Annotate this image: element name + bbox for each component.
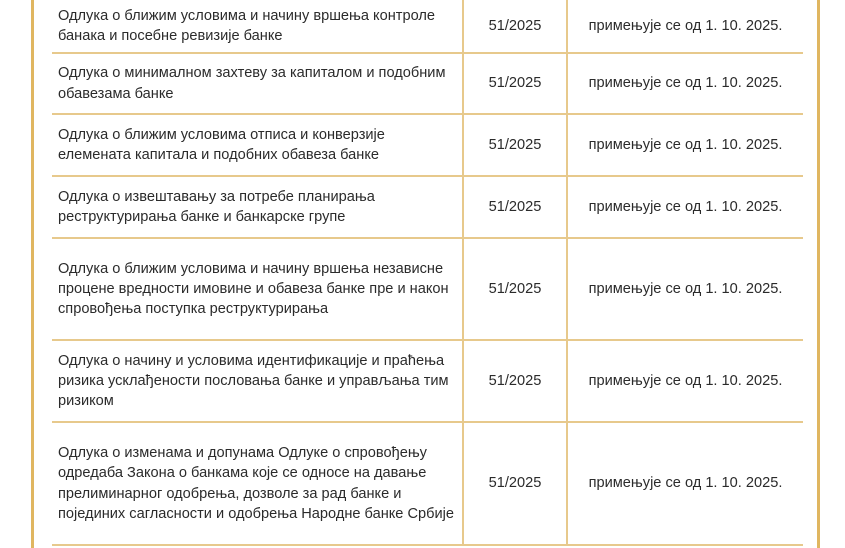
gazette-number: 51/2025	[463, 0, 567, 53]
regulation-title: Одлука о ближим условима и начину вршења контроле банака и посебне ревизије банке	[52, 0, 463, 53]
gazette-number: 51/2025	[463, 53, 567, 114]
table-row	[52, 176, 803, 238]
gazette-number: 51/2025	[463, 238, 567, 340]
table-row	[52, 0, 803, 53]
application-status: примењује се од 1. 10. 2025.	[567, 422, 803, 545]
regulation-title: Одлука о ближим условима отписа и конверзије елемената капитала и подобних обавеза банке	[52, 114, 463, 176]
gazette-number: 51/2025	[463, 340, 567, 422]
regulation-title: Одлука о изменама и допунама Одлуке о спровођењу одредаба Закона о банкама које се односе на давање прелиминарног одобрења, дозволе за рад банке и појединих сагласности и одобрења Народне банке Србије	[52, 422, 463, 545]
application-status: примењује се од 1. 10. 2025.	[567, 0, 803, 53]
application-status: примењује се од 1. 10. 2025.	[567, 53, 803, 114]
regulation-title: Одлука о ближим условима и начину вршења независне процене вредности имовине и обавеза банке пре и након спровођења поступка реструктурирања	[52, 238, 463, 340]
application-status: примењује се од 1. 10. 2025.	[567, 114, 803, 176]
table-row	[52, 238, 803, 340]
table-row	[52, 340, 803, 422]
regulation-title: Одлука о минималном захтеву за капиталом и подобним обавезама банке	[52, 53, 463, 114]
regulation-title: Одлука о начину и условима идентификације и праћења ризика усклађености пословања банке и управљања тим ризиком	[52, 340, 463, 422]
table-row	[52, 422, 803, 545]
gazette-number: 51/2025	[463, 422, 567, 545]
regulation-title: Одлука о извештавању за потребе планирања реструктурирања банке и банкарске групе	[52, 176, 463, 238]
gazette-number: 51/2025	[463, 176, 567, 238]
application-status: примењује се од 1. 10. 2025.	[567, 238, 803, 340]
gazette-number: 51/2025	[463, 114, 567, 176]
table-row	[52, 114, 803, 176]
table-row	[52, 53, 803, 114]
application-status: примењује се од 1. 10. 2025.	[567, 176, 803, 238]
application-status: примењује се од 1. 10. 2025.	[567, 340, 803, 422]
regulations-table	[52, 0, 803, 546]
